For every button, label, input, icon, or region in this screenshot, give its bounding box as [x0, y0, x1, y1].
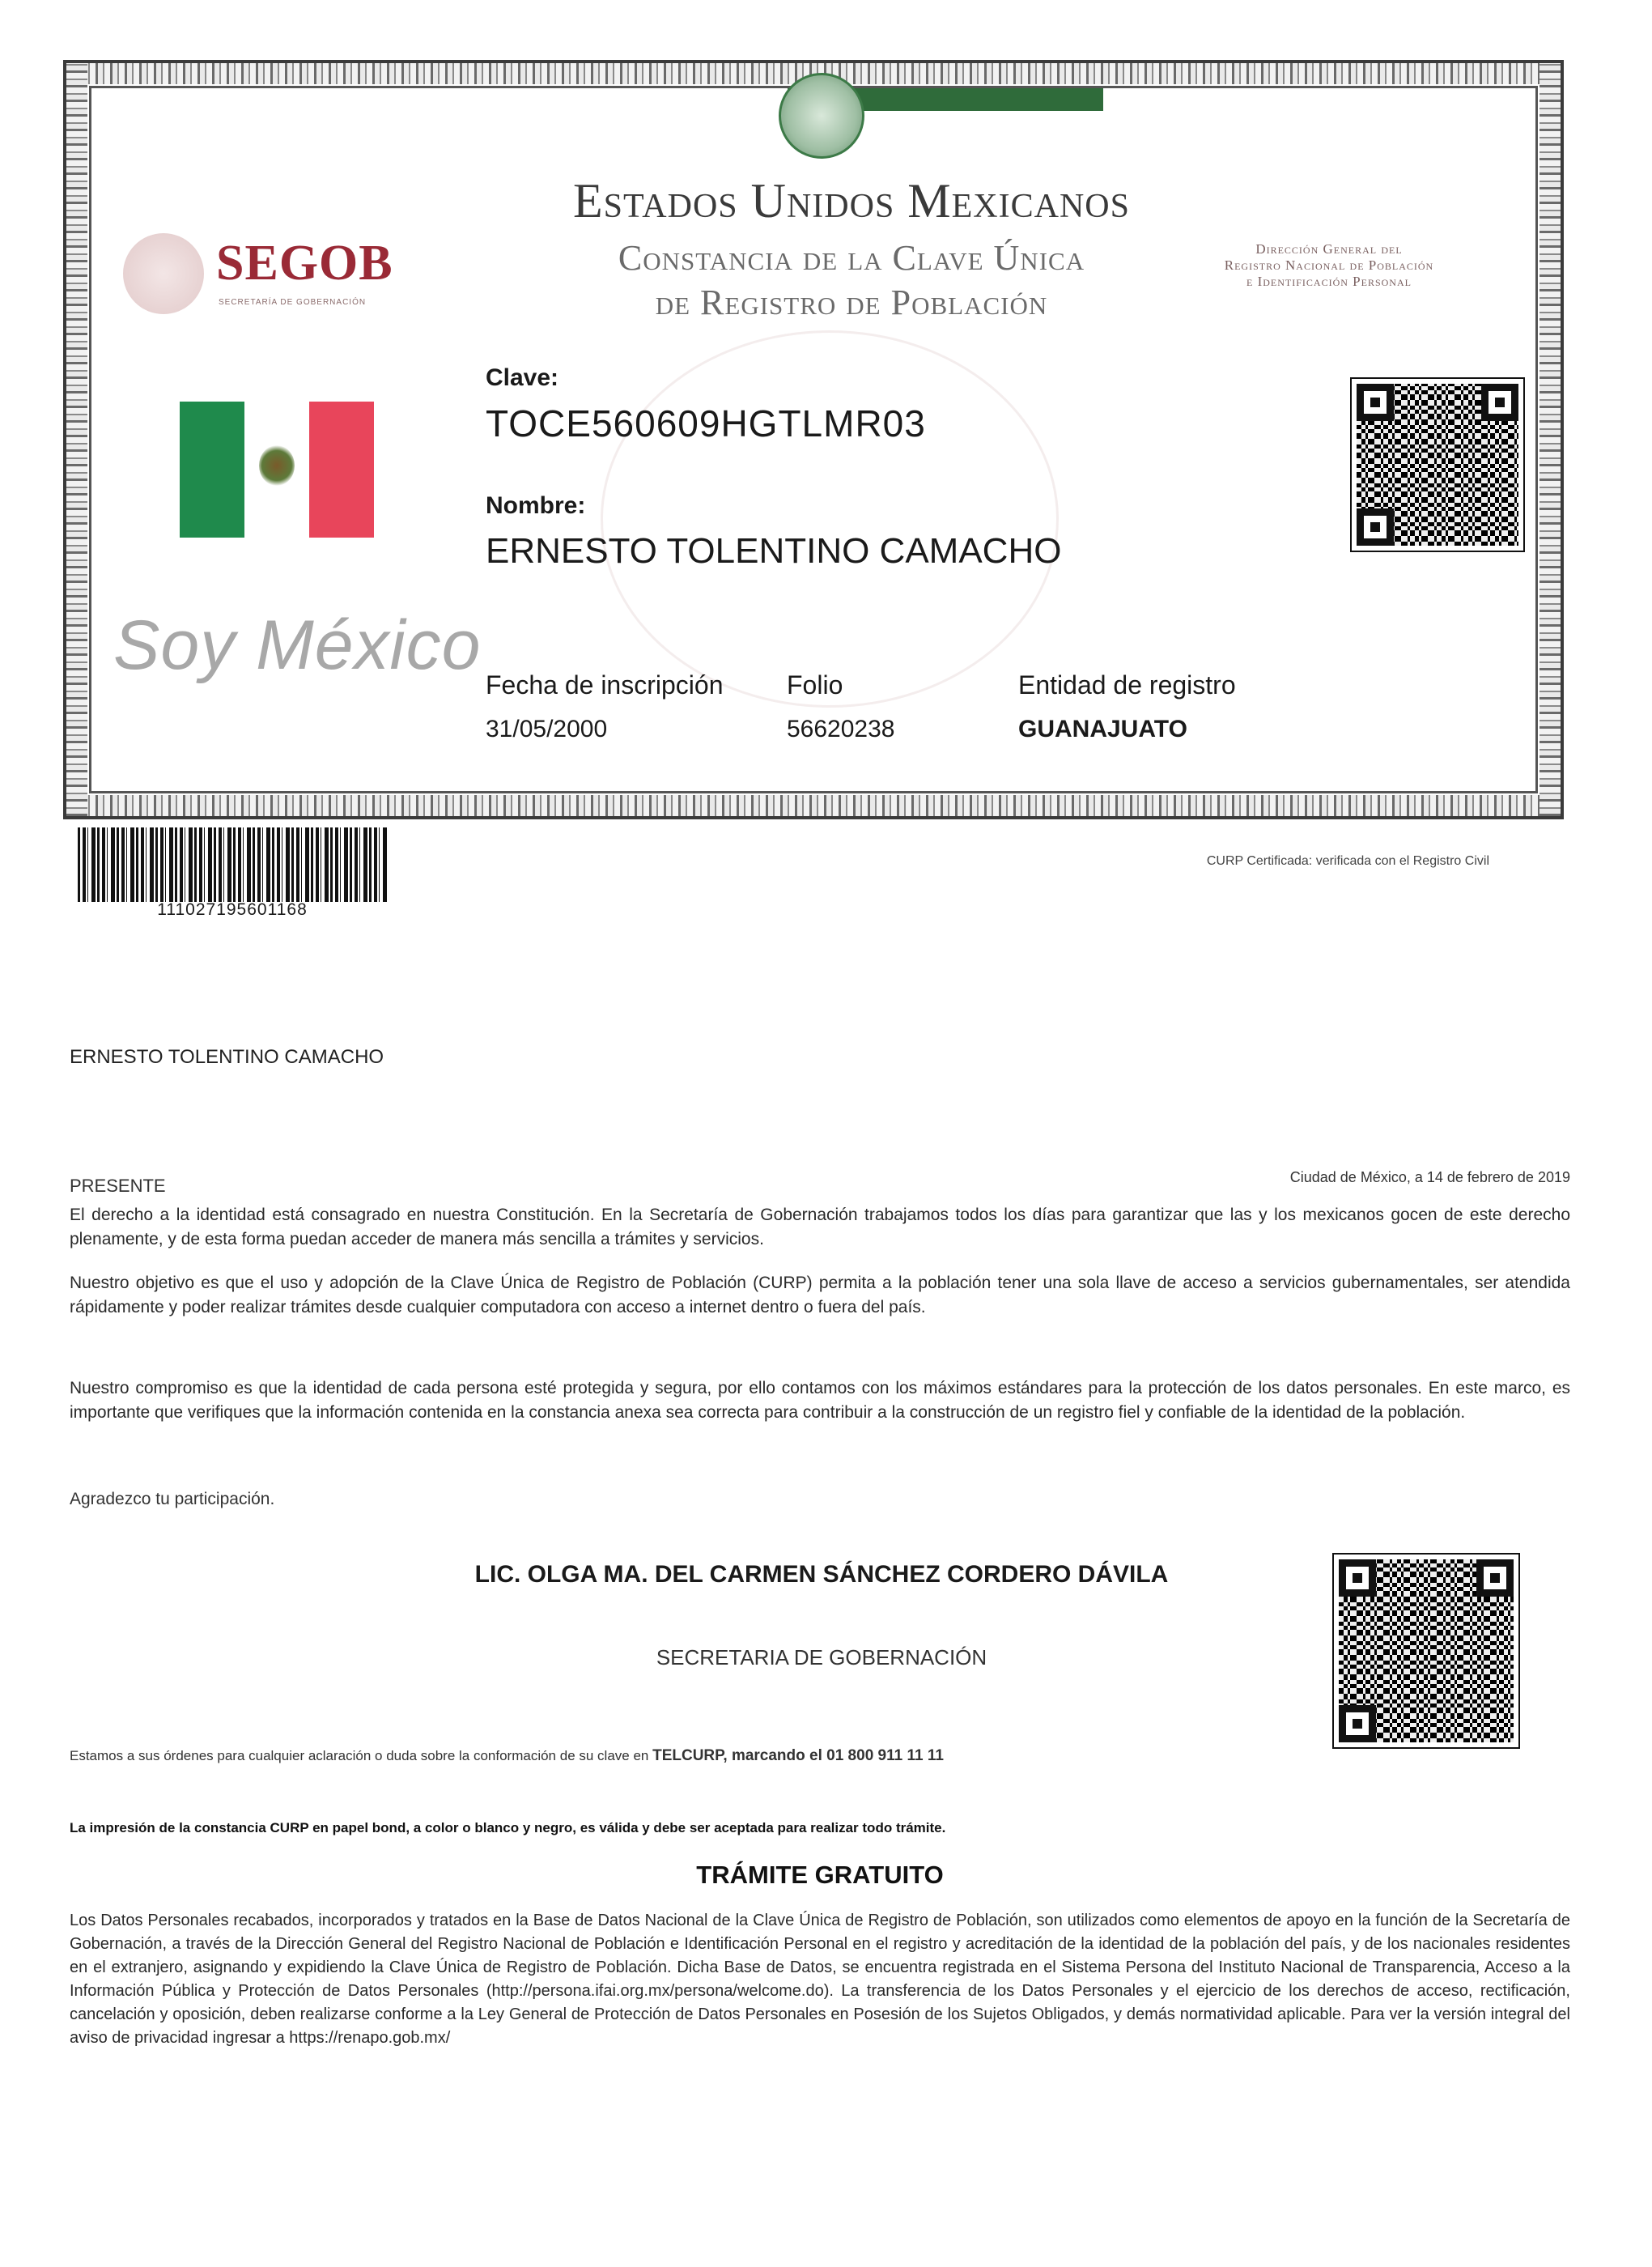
letter-place-date: Ciudad de México, a 14 de febrero de 2019 [1289, 1169, 1570, 1185]
print-validity-note: La impresión de la constancia CURP en papel bond, a color o blanco y negro, es válida y debe ser aceptada para realizar todo trámite. [70, 1820, 946, 1835]
clave-value: TOCE560609HGTLMR03 [486, 402, 926, 444]
certificate-subtitle-line1: Constancia de la Clave Única [618, 238, 1085, 278]
tramite-gratuito: TRÁMITE GRATUITO [696, 1861, 944, 1889]
privacy-notice: Los Datos Personales recabados, incorporados y tratados en la Base de Datos Nacional de la Clave Única de Registro de Población, son utilizados como elementos de apoyo en la función de la Secretaría de Gobernación, a través de la Dirección General del Registro Nacional de Población e Identificación Personal en el registro y acreditación de la identidad de la población del país, y de los nacionales residentes en el extranjero, asignando y expidiendo la Clave Única de Registro de Población. Dicha Base de Datos, se encuentra registrada en el Sistema Persona del Instituto Nacional de Transparencia, Acceso a la Información Pública y Protección de Datos Personales (http://persona.ifai.org.mx/persona/welcome.do). La transferencia de los Datos Personales y el ejercicio de los derechos de acceso, rectificación, cancelación y oposición, deben realizarse conforme a la Ley General de Protección de Datos Personales en Posesión de los Sujetos Obligados, y demás normatividad aplicable. Para ver la versión integral del aviso de privacidad ingresar a https://renapo.gob.mx/ [70, 1912, 1570, 2047]
letter-recipient: ERNESTO TOLENTINO CAMACHO [70, 1046, 384, 1068]
border-strip-bottom [66, 795, 1561, 816]
mexican-flag-icon [180, 402, 374, 538]
watermark-seal-icon [601, 330, 1059, 708]
direccion-line-1: Dirección General del [1255, 241, 1403, 257]
fecha-inscripcion-value: 31/05/2000 [486, 716, 608, 742]
folio-value: 56620238 [787, 716, 895, 742]
direccion-line-3: e Identificación Personal [1246, 274, 1412, 289]
signer-title: SECRETARIA DE GOBERNACIÓN [656, 1645, 987, 1669]
nombre-value: ERNESTO TOLENTINO CAMACHO [486, 531, 1062, 571]
signer-name: LIC. OLGA MA. DEL CARMEN SÁNCHEZ CORDERO DÁVILA [474, 1561, 1169, 1588]
contact-note-text: Estamos a sus órdenes para cualquier aclaración o duda sobre la conformación de su clave en [70, 1748, 649, 1763]
segob-logo-subtitle: SECRETARÍA DE GOBERNACIÓN [219, 298, 367, 307]
soy-mexico-slogan: Soy México [113, 606, 482, 684]
entidad-registro-value: GUANAJUATO [1018, 716, 1187, 742]
letter-qr-code [1334, 1555, 1518, 1747]
folio-label: Folio [787, 670, 843, 700]
clave-label: Clave: [486, 364, 559, 391]
certificate-title: Estados Unidos Mexicanos [572, 174, 1130, 228]
fecha-inscripcion-label: Fecha de inscripción [486, 670, 724, 700]
segob-emblem-icon [123, 233, 204, 314]
letter-paragraph-2: Nuestro objetivo es que el uso y adopción de la Clave Única de Registro de Población (CURP) permita a la población tener una sola llave de acceso a servicios gubernamentales, ser atendida rápidamente y poder realizar trámites desde cualquier computadora con acceso a internet dentro o fuera del país. [70, 1274, 1570, 1316]
letter-thanks: Agradezco tu participación. [70, 1490, 275, 1508]
letter-paragraph-1: El derecho a la identidad está consagrado en nuestra Constitución. En la Secretaría de Gobernación trabajamos todos los días para garantizar que las y los mexicanos gocen de este derecho plenamente, y de esta forma puedan acceder de manera más sencilla a trámites y servicios. [70, 1206, 1570, 1248]
curp-certificada-note: CURP Certificada: verificada con el Registro Civil [1206, 854, 1489, 868]
letter-paragraph-3: Nuestro compromiso es que la identidad de cada persona esté protegida y segura, por ello contamos con los máximos estándares para la protección de los datos personales. En este marco, es importante que verifiques que la información contenida en la constancia anexa sea correcta para contribuir a la construcción de un registro fiel y confiable de la identidad de la población. [70, 1379, 1570, 1422]
curp-certificate [63, 60, 1564, 819]
segob-logo-text: SEGOB [216, 236, 393, 291]
barcode [78, 827, 387, 902]
border-strip-left [66, 63, 87, 816]
contact-note [70, 1747, 1527, 1765]
border-strip-right [1539, 63, 1561, 816]
national-seal-icon [779, 73, 864, 159]
letter-presente: PRESENTE [70, 1176, 166, 1196]
direccion-line-2: Registro Nacional de Población [1224, 257, 1434, 273]
direccion-general-text [1167, 241, 1491, 290]
certificate-subtitle-line2: de Registro de Población [655, 283, 1048, 322]
nombre-label: Nombre: [486, 492, 586, 519]
entidad-registro-label: Entidad de registro [1018, 670, 1236, 700]
certificate-qr-code [1352, 379, 1523, 551]
telcurp-number: TELCURP, marcando el 01 800 911 11 11 [652, 1747, 944, 1764]
barcode-number: 111027195601168 [157, 900, 308, 919]
